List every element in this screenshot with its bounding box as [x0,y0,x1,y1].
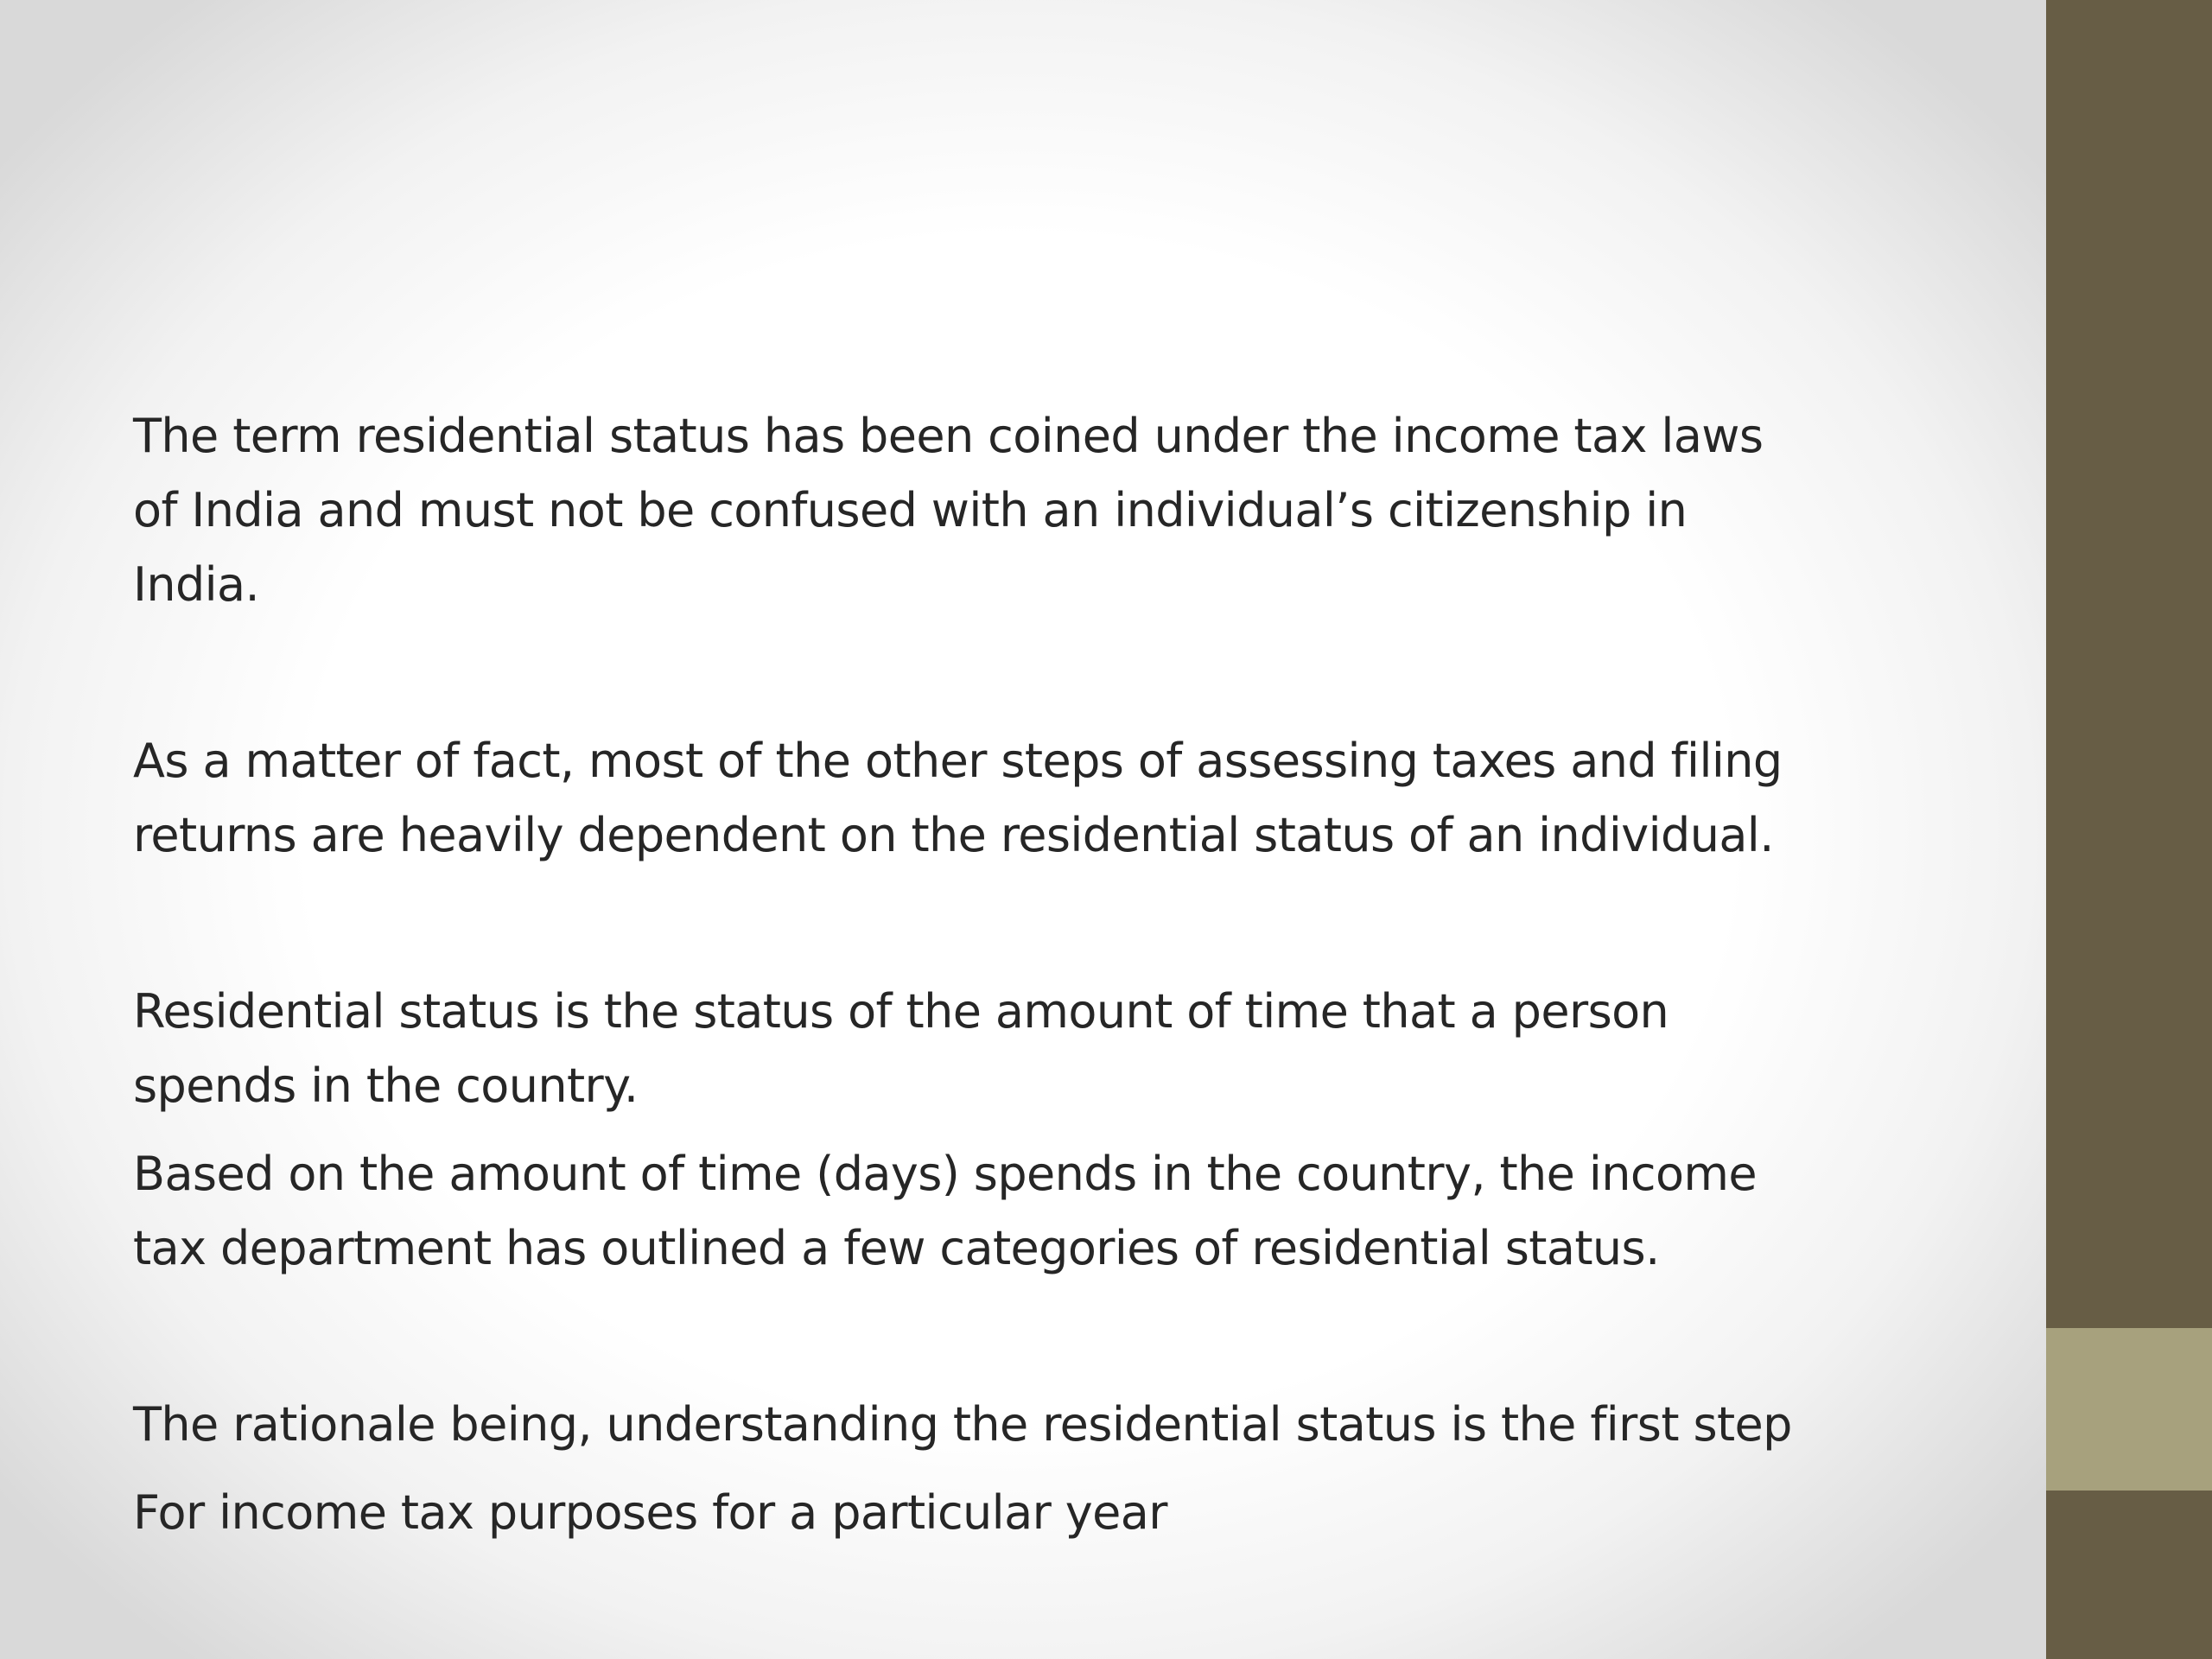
paragraph-residential-status-definition: Residential status is the status of the amount of time that a person spends in the country. [133,984,1669,1113]
paragraph-income-tax-purposes: For income tax purposes for a particular year [133,1485,1167,1540]
side-decoration-accent [2046,1328,2212,1491]
slide-body [133,399,2008,1550]
paragraph-matter-of-fact: As a matter of fact, most of the other steps of assessing taxes and filing returns are heavily dependent on the residential status of an individual. [133,734,1783,862]
paragraph-residential-status-term: The term residential status has been coined under the income tax laws of India and must not be confused with an individual’s citizenship in India. [133,409,1764,612]
paragraph-based-on-time: Based on the amount of time (days) spends in the country, the income tax department has outlined a few categories of residential status. [133,1147,1758,1275]
paragraph-rationale: The rationale being, understanding the residential status is the first step [133,1397,1792,1452]
